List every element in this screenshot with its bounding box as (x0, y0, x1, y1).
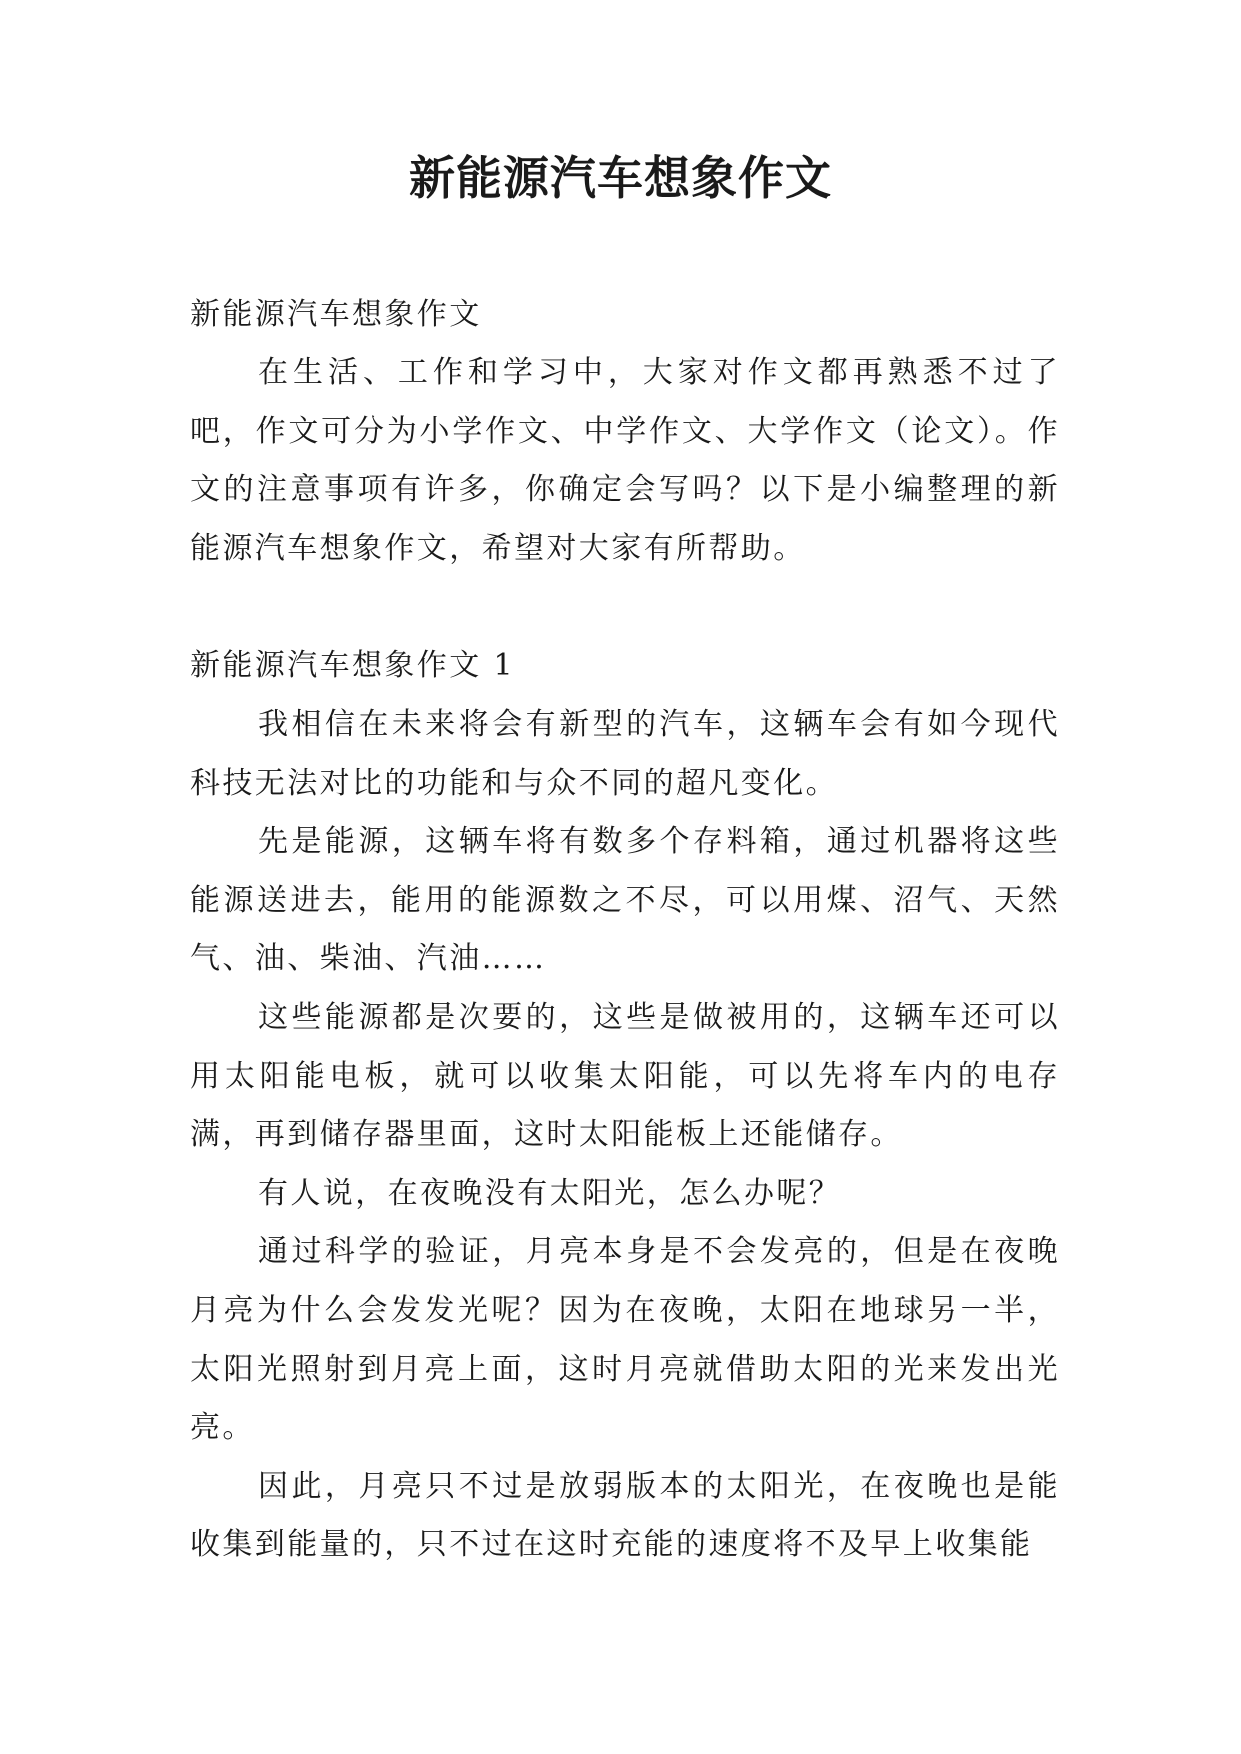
essay-paragraph: 因此，月亮只不过是放弱版本的太阳光，在夜晚也是能收集到能量的，只不过在这时充能的速度将不及早上收集能 (190, 1468, 1060, 1563)
essay-paragraph: 通过科学的验证，月亮本身是不会发亮的，但是在夜晚月亮为什么会发发光呢？因为在夜晚，太阳在地球另一半，太阳光照射到月亮上面，这时月亮就借助太阳的光来发出光亮。 (190, 1234, 1060, 1446)
essay-paragraph: 这些能源都是次要的，这些是做被用的，这辆车还可以用太阳能电板，就可以收集太阳能，可以先将车内的电存满，再到储存器里面，这时太阳能板上还能储存。 (190, 999, 1060, 1153)
essay-1-heading: 新能源汽车想象作文 1 (190, 648, 516, 683)
intro-heading: 新能源汽车想象作文 (190, 297, 482, 332)
essay-paragraph: 先是能源，这辆车将有数多个存料箱，通过机器将这些能源送进去，能用的能源数之不尽，可以用煤、沼气、天然气、油、柴油、汽油…… (190, 824, 1060, 977)
essay-paragraph: 我相信在未来将会有新型的汽车，这辆车会有如今现代科技无法对比的功能和与众不同的超凡变化。 (190, 707, 1060, 801)
intro-paragraph: 在生活、工作和学习中，大家对作文都再熟悉不过了吧，作文可分为小学作文、中学作文、大学作文（论文）。作文的注意事项有许多，你确定会写吗？以下是小编整理的新能源汽车想象作文，希望对大家有所帮助。 (190, 355, 1060, 566)
essay-1-body (190, 696, 1060, 1575)
document-title: 新能源汽车想象作文 (409, 151, 832, 205)
essay-paragraph: 有人说，在夜晚没有太阳光，怎么办呢？ (258, 1175, 842, 1211)
